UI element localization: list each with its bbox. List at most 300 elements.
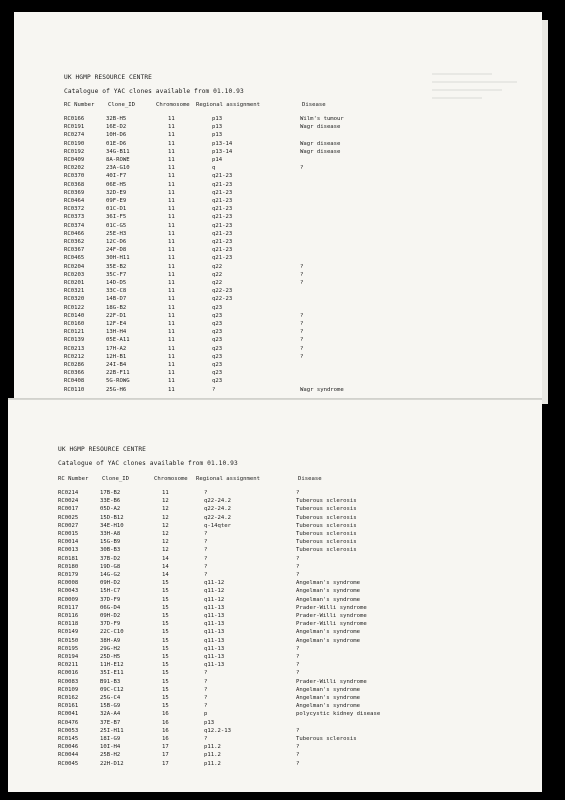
disease-cell: Prader-Willi syndrome: [296, 678, 367, 685]
chromosome-cell: 11: [168, 189, 175, 196]
disease-cell: ?: [300, 329, 304, 336]
table-row: [64, 247, 394, 255]
rc-number-cell: RC0013: [58, 547, 79, 554]
chromosome-cell: 11: [168, 304, 175, 311]
clone-id-cell: 14B-D7: [106, 296, 127, 303]
table-row: [64, 255, 394, 263]
table-row: [64, 305, 394, 313]
clone-id-cell: 14G-G2: [100, 572, 121, 578]
disease-cell: ?: [296, 572, 300, 578]
regional-assignment-cell: p13: [212, 116, 223, 122]
chromosome-cell: 11: [168, 247, 175, 254]
clone-id-cell: 15H-C7: [100, 588, 121, 595]
disease-cell: ?: [296, 760, 300, 767]
table-row: [58, 728, 388, 736]
clone-id-cell: 17B-B2: [100, 490, 121, 496]
regional-assignment-cell: q: [212, 165, 216, 172]
regional-assignment-cell: q23: [212, 337, 223, 344]
rc-number-cell: RC0121: [64, 329, 85, 336]
clone-id-cell: 13H-H4: [106, 329, 127, 336]
table-row: [58, 580, 388, 588]
table-row: [64, 124, 394, 132]
chromosome-cell: 17: [162, 752, 169, 759]
table-row: [58, 687, 388, 695]
table-row: [58, 638, 388, 646]
rc-number-cell: RC0367: [64, 247, 85, 254]
col-disease: Disease: [298, 476, 322, 482]
rc-number-cell: RC0286: [64, 362, 85, 368]
table-row: [58, 547, 388, 555]
rc-number-cell: RC0118: [58, 621, 79, 628]
show-through-text: [422, 70, 532, 110]
chromosome-cell: 15: [162, 686, 169, 693]
clone-id-cell: 09F-E9: [106, 198, 127, 204]
rc-number-cell: RC0162: [58, 695, 79, 701]
chromosome-cell: 11: [168, 214, 175, 221]
chromosome-cell: 15: [162, 645, 169, 652]
clone-id-cell: 25E-H3: [106, 230, 127, 237]
regional-assignment-cell: p13: [212, 124, 223, 131]
clone-id-cell: 15B-G9: [100, 703, 121, 710]
rc-number-cell: RC0160: [64, 321, 85, 327]
rc-number-cell: RC0374: [64, 222, 85, 229]
disease-cell: ?: [300, 263, 304, 270]
table-row: [64, 239, 394, 247]
rc-number-cell: RC0016: [58, 670, 79, 677]
regional-assignment-cell: q11-13: [204, 604, 225, 611]
disease-cell: ?: [300, 165, 304, 172]
chromosome-cell: 11: [168, 345, 175, 352]
chromosome-cell: 12: [162, 522, 169, 529]
table-row: [64, 141, 394, 149]
regional-assignment-cell: p14: [212, 157, 223, 163]
clone-id-cell: 33H-A8: [100, 531, 121, 537]
rc-number-cell: RC0161: [58, 703, 79, 710]
col-rc-number: RC Number: [58, 476, 89, 482]
table-row: [58, 597, 388, 605]
table-row: [58, 613, 388, 621]
table-row: [64, 173, 394, 181]
clone-id-cell: 19D-G8: [100, 563, 121, 570]
rc-number-cell: RC0369: [64, 189, 85, 196]
chromosome-cell: 15: [162, 613, 169, 619]
disease-cell: Tuberous sclerosis: [296, 514, 357, 521]
catalogue-sheet-bottom: [8, 400, 542, 792]
regional-assignment-cell: ?: [204, 695, 208, 701]
regional-assignment-cell: q21-23: [212, 214, 233, 221]
rc-number-cell: RC0409: [64, 157, 85, 163]
rc-number-cell: RC0150: [58, 637, 79, 644]
clone-id-cell: 09H-D2: [100, 580, 121, 587]
regional-assignment-cell: ?: [204, 547, 208, 554]
table-row: [58, 515, 388, 523]
disease-cell: ?: [296, 662, 300, 669]
org-title: UK HGMP RESOURCE CENTRE: [64, 74, 152, 81]
table-row: [58, 695, 388, 703]
clone-id-cell: 30B-B3: [100, 547, 121, 554]
table-row: [64, 378, 394, 386]
table-row: [64, 280, 394, 288]
disease-cell: ?: [300, 280, 304, 286]
chromosome-cell: 11: [168, 181, 175, 188]
disease-cell: Wagr disease: [300, 140, 341, 147]
chromosome-cell: 11: [168, 312, 175, 319]
rc-number-cell: RC0408: [64, 378, 85, 385]
table-row: [64, 346, 394, 354]
chromosome-cell: 11: [168, 198, 175, 204]
clone-id-cell: 22B-F11: [106, 370, 130, 377]
disease-cell: Prader-Willi syndrome: [296, 621, 367, 628]
clone-id-cell: 35I-E11: [100, 670, 124, 677]
rc-number-cell: RC0202: [64, 165, 85, 172]
chromosome-cell: 16: [162, 727, 169, 734]
regional-assignment-cell: q22: [212, 271, 223, 278]
rc-number-cell: RC0041: [58, 711, 79, 718]
chromosome-cell: 15: [162, 596, 169, 603]
chromosome-cell: 11: [168, 321, 175, 327]
clone-id-cell: 25D-H5: [100, 654, 121, 660]
regional-assignment-cell: q23: [212, 304, 223, 311]
rc-number-cell: RC0043: [58, 588, 79, 595]
disease-cell: Angelman's syndrome: [296, 686, 360, 693]
rc-number-cell: RC0045: [58, 760, 79, 767]
chromosome-cell: 11: [168, 222, 175, 229]
clone-id-cell: 18G-B2: [106, 304, 127, 311]
regional-assignment-cell: ?: [204, 555, 208, 562]
table-row: [58, 679, 388, 687]
clone-id-cell: 17H-A2: [106, 345, 127, 352]
disease-cell: Prader-Willi syndrome: [296, 613, 367, 619]
disease-cell: Wagr syndrome: [300, 386, 344, 393]
disease-cell: ?: [296, 490, 300, 496]
clone-id-cell: 22F-D1: [106, 312, 127, 319]
clone-id-cell: 06E-H5: [106, 181, 127, 188]
rc-number-cell: RC0053: [58, 727, 79, 734]
regional-assignment-cell: q11-12: [204, 588, 225, 595]
regional-assignment-cell: p13: [212, 132, 223, 139]
rc-number-cell: RC0025: [58, 514, 79, 521]
regional-assignment-cell: ?: [204, 703, 208, 710]
chromosome-cell: 11: [168, 263, 175, 270]
regional-assignment-cell: ?: [204, 572, 208, 578]
regional-assignment-cell: p13-14: [212, 148, 233, 155]
rc-number-cell: RC0465: [64, 255, 85, 262]
table-row: [64, 198, 394, 206]
table-row: [64, 231, 394, 239]
table-row: [64, 223, 394, 231]
table-row: [64, 165, 394, 173]
rc-number-cell: RC0212: [64, 353, 85, 360]
chromosome-cell: 11: [168, 386, 175, 393]
disease-cell: Angelman's syndrome: [296, 580, 360, 587]
chromosome-cell: 11: [168, 288, 175, 295]
rc-number-cell: RC0191: [64, 124, 85, 131]
clone-id-cell: 18I-G9: [100, 736, 121, 742]
disease-cell: Wagr disease: [300, 124, 341, 131]
regional-assignment-cell: q21-23: [212, 230, 233, 237]
regional-assignment-cell: ?: [204, 490, 208, 496]
disease-cell: ?: [296, 744, 300, 751]
chromosome-cell: 15: [162, 629, 169, 636]
table-row: [64, 288, 394, 296]
chromosome-cell: 11: [168, 370, 175, 377]
disease-cell: ?: [296, 555, 300, 562]
clone-id-cell: 35C-F7: [106, 271, 127, 278]
col-chromosome: Chromosome: [156, 102, 190, 108]
rc-number-cell: RC0368: [64, 181, 85, 188]
regional-assignment-cell: q23: [212, 378, 223, 385]
table-row: [64, 206, 394, 214]
regional-assignment-cell: q22-24.2: [204, 498, 231, 505]
table-row: [64, 214, 394, 222]
rc-number-cell: RC0083: [58, 678, 79, 685]
column-header-row: [64, 102, 394, 110]
table-row: [58, 646, 388, 654]
chromosome-cell: 15: [162, 621, 169, 628]
rc-number-cell: RC0204: [64, 263, 85, 270]
table-row: [64, 362, 394, 370]
chromosome-cell: 11: [168, 116, 175, 122]
table-row: [58, 752, 388, 760]
rc-number-cell: RC0321: [64, 288, 85, 295]
clone-id-cell: 29G-H2: [100, 645, 121, 652]
chromosome-cell: 14: [162, 572, 169, 578]
clone-id-cell: 22H-D12: [100, 760, 124, 767]
table-row: [64, 264, 394, 272]
regional-assignment-cell: ?: [204, 686, 208, 693]
table-row: [64, 337, 394, 345]
disease-cell: Tuberous sclerosis: [296, 498, 357, 505]
disease-cell: Angelman's syndrome: [296, 695, 360, 701]
table-row: [64, 116, 394, 124]
rc-number-cell: RC0211: [58, 662, 79, 669]
rc-number-cell: RC0372: [64, 206, 85, 213]
table-row: [58, 490, 388, 498]
clone-id-cell: 36I-F5: [106, 214, 127, 221]
chromosome-cell: 15: [162, 604, 169, 611]
chromosome-cell: 11: [168, 296, 175, 303]
clone-id-cell: 15G-B9: [100, 539, 121, 546]
clone-id-cell: 24F-D8: [106, 247, 127, 254]
rc-number-cell: RC0166: [64, 116, 85, 122]
rc-number-cell: RC0024: [58, 498, 79, 505]
col-clone-id: Clone_ID: [108, 102, 135, 108]
rc-number-cell: RC0320: [64, 296, 85, 303]
table-row: [64, 190, 394, 198]
regional-assignment-cell: q11-12: [204, 580, 225, 587]
clone-id-cell: 06G-D4: [100, 604, 121, 611]
chromosome-cell: 16: [162, 736, 169, 742]
table-row: [58, 506, 388, 514]
clone-id-cell: B91-B3: [100, 678, 121, 685]
table-row: [58, 703, 388, 711]
disease-cell: ?: [300, 321, 304, 327]
disease-cell: ?: [296, 645, 300, 652]
disease-cell: Tuberous sclerosis: [296, 522, 357, 529]
regional-assignment-cell: q21-23: [212, 239, 233, 245]
regional-assignment-cell: q23: [212, 353, 223, 360]
chromosome-cell: 15: [162, 678, 169, 685]
disease-cell: Angelman's syndrome: [296, 637, 360, 644]
rc-number-cell: RC0008: [58, 580, 79, 587]
clone-id-cell: 01C-G5: [106, 222, 127, 229]
disease-cell: Wagr disease: [300, 148, 341, 155]
chromosome-cell: 11: [168, 157, 175, 163]
column-header-row: [58, 476, 388, 484]
clone-id-cell: 10I-H4: [100, 744, 121, 751]
table-row: [64, 313, 394, 321]
table-row: [58, 670, 388, 678]
table-row: [58, 736, 388, 744]
regional-assignment-cell: ?: [204, 563, 208, 570]
clone-id-cell: 12H-B1: [106, 353, 127, 360]
col-regional: Regional assignment: [196, 102, 260, 108]
clone-id-cell: 33E-B6: [100, 498, 121, 505]
regional-assignment-cell: p11.2: [204, 752, 221, 759]
col-chromosome: Chromosome: [154, 476, 188, 482]
chromosome-cell: 11: [168, 206, 175, 213]
chromosome-cell: 12: [162, 539, 169, 546]
table-row: [64, 370, 394, 378]
org-title: UK HGMP RESOURCE CENTRE: [58, 446, 146, 453]
disease-cell: ?: [300, 337, 304, 344]
regional-assignment-cell: ?: [212, 386, 216, 393]
rc-number-cell: RC0139: [64, 337, 85, 344]
disease-cell: Tuberous sclerosis: [296, 531, 357, 537]
rc-number-cell: RC0179: [58, 572, 79, 578]
regional-assignment-cell: p11.2: [204, 760, 221, 767]
chromosome-cell: 11: [168, 124, 175, 131]
clone-id-cell: 22C-C10: [100, 629, 124, 636]
rc-number-cell: RC0110: [64, 386, 85, 393]
table-row: [58, 654, 388, 662]
col-regional: Regional assignment: [196, 476, 260, 482]
rc-number-cell: RC0145: [58, 736, 79, 742]
rc-number-cell: RC0464: [64, 198, 85, 204]
disease-cell: Tuberous sclerosis: [296, 547, 357, 554]
clone-id-cell: 37D-F9: [100, 596, 121, 603]
disease-cell: Wilm's tumour: [300, 116, 344, 122]
rc-number-cell: RC0122: [64, 304, 85, 311]
table-row: [58, 711, 388, 719]
regional-assignment-cell: q22-24.2: [204, 514, 231, 521]
clone-id-cell: 01C-D1: [106, 206, 127, 213]
regional-assignment-cell: q12.2-13: [204, 727, 231, 734]
regional-assignment-cell: ?: [204, 531, 208, 537]
col-clone-id: Clone_ID: [102, 476, 129, 482]
regional-assignment-cell: q11-13: [204, 662, 225, 669]
disease-cell: Tuberous sclerosis: [296, 506, 357, 513]
table-row: [58, 564, 388, 572]
table-row: [64, 321, 394, 329]
disease-cell: ?: [296, 563, 300, 570]
regional-assignment-cell: q21-23: [212, 198, 233, 204]
chromosome-cell: 11: [168, 173, 175, 180]
clone-id-cell: 37D-F9: [100, 621, 121, 628]
rc-number-cell: RC0014: [58, 539, 79, 546]
regional-assignment-cell: ?: [204, 670, 208, 677]
chromosome-cell: 11: [168, 255, 175, 262]
rc-number-cell: RC0366: [64, 370, 85, 377]
regional-assignment-cell: q23: [212, 329, 223, 336]
table-row: [58, 588, 388, 596]
table-row: [64, 182, 394, 190]
clone-id-cell: 10H-D6: [106, 132, 127, 139]
regional-assignment-cell: q21-23: [212, 247, 233, 254]
rc-number-cell: RC0194: [58, 654, 79, 660]
rc-number-cell: RC0149: [58, 629, 79, 636]
chromosome-cell: 12: [162, 547, 169, 554]
chromosome-cell: 16: [162, 719, 169, 726]
chromosome-cell: 12: [162, 506, 169, 513]
chromosome-cell: 12: [162, 531, 169, 537]
chromosome-cell: 11: [168, 239, 175, 245]
regional-assignment-cell: q22: [212, 263, 223, 270]
chromosome-cell: 11: [168, 353, 175, 360]
table-row: [58, 572, 388, 580]
clone-id-cell: 16E-D2: [106, 124, 127, 131]
regional-assignment-cell: q-14qter: [204, 522, 231, 529]
clone-id-cell: 32D-E9: [106, 189, 127, 196]
rc-number-cell: RC0027: [58, 522, 79, 529]
disease-cell: ?: [296, 654, 300, 660]
rc-number-cell: RC0046: [58, 744, 79, 751]
clone-id-cell: 40I-F7: [106, 173, 127, 180]
rc-number-cell: RC0201: [64, 280, 85, 286]
disease-cell: ?: [296, 727, 300, 734]
regional-assignment-cell: q11-13: [204, 637, 225, 644]
rc-number-cell: RC0213: [64, 345, 85, 352]
chromosome-cell: 11: [168, 230, 175, 237]
table-row: [58, 761, 388, 769]
rc-number-cell: RC0117: [58, 604, 79, 611]
rc-number-cell: RC0009: [58, 596, 79, 603]
regional-assignment-cell: q23: [212, 370, 223, 377]
regional-assignment-cell: ?: [204, 539, 208, 546]
clone-id-cell: 25I-H11: [100, 727, 124, 734]
regional-assignment-cell: q11-13: [204, 645, 225, 652]
chromosome-cell: 11: [168, 132, 175, 139]
regional-assignment-cell: ?: [204, 678, 208, 685]
chromosome-cell: 15: [162, 654, 169, 660]
disease-cell: Tuberous sclerosis: [296, 736, 357, 742]
clone-id-cell: 09C-C12: [100, 686, 124, 693]
table-row: [58, 498, 388, 506]
table-row: [58, 523, 388, 531]
chromosome-cell: 14: [162, 555, 169, 562]
table-row: [64, 272, 394, 280]
regional-assignment-cell: q22-24.2: [204, 506, 231, 513]
clone-id-cell: 34E-H10: [100, 522, 124, 529]
regional-assignment-cell: q23: [212, 312, 223, 319]
table-row: [64, 149, 394, 157]
clone-id-cell: 25B-H2: [100, 752, 121, 759]
chromosome-cell: 15: [162, 588, 169, 595]
rc-number-cell: RC0362: [64, 239, 85, 245]
regional-assignment-cell: q11-12: [204, 596, 225, 603]
rc-number-cell: RC0017: [58, 506, 79, 513]
clone-id-cell: 37B-D2: [100, 555, 121, 562]
catalogue-title: Catalogue of YAC clones available from 01.10.93: [64, 88, 244, 95]
clone-id-cell: 32A-A4: [100, 711, 121, 718]
clone-id-cell: 01E-D6: [106, 140, 127, 147]
chromosome-cell: 11: [162, 490, 169, 496]
rc-number-cell: RC0203: [64, 271, 85, 278]
regional-assignment-cell: q22-23: [212, 288, 233, 295]
rc-number-cell: RC0476: [58, 719, 79, 726]
regional-assignment-cell: q22-23: [212, 296, 233, 303]
disease-cell: Angelman's syndrome: [296, 588, 360, 595]
